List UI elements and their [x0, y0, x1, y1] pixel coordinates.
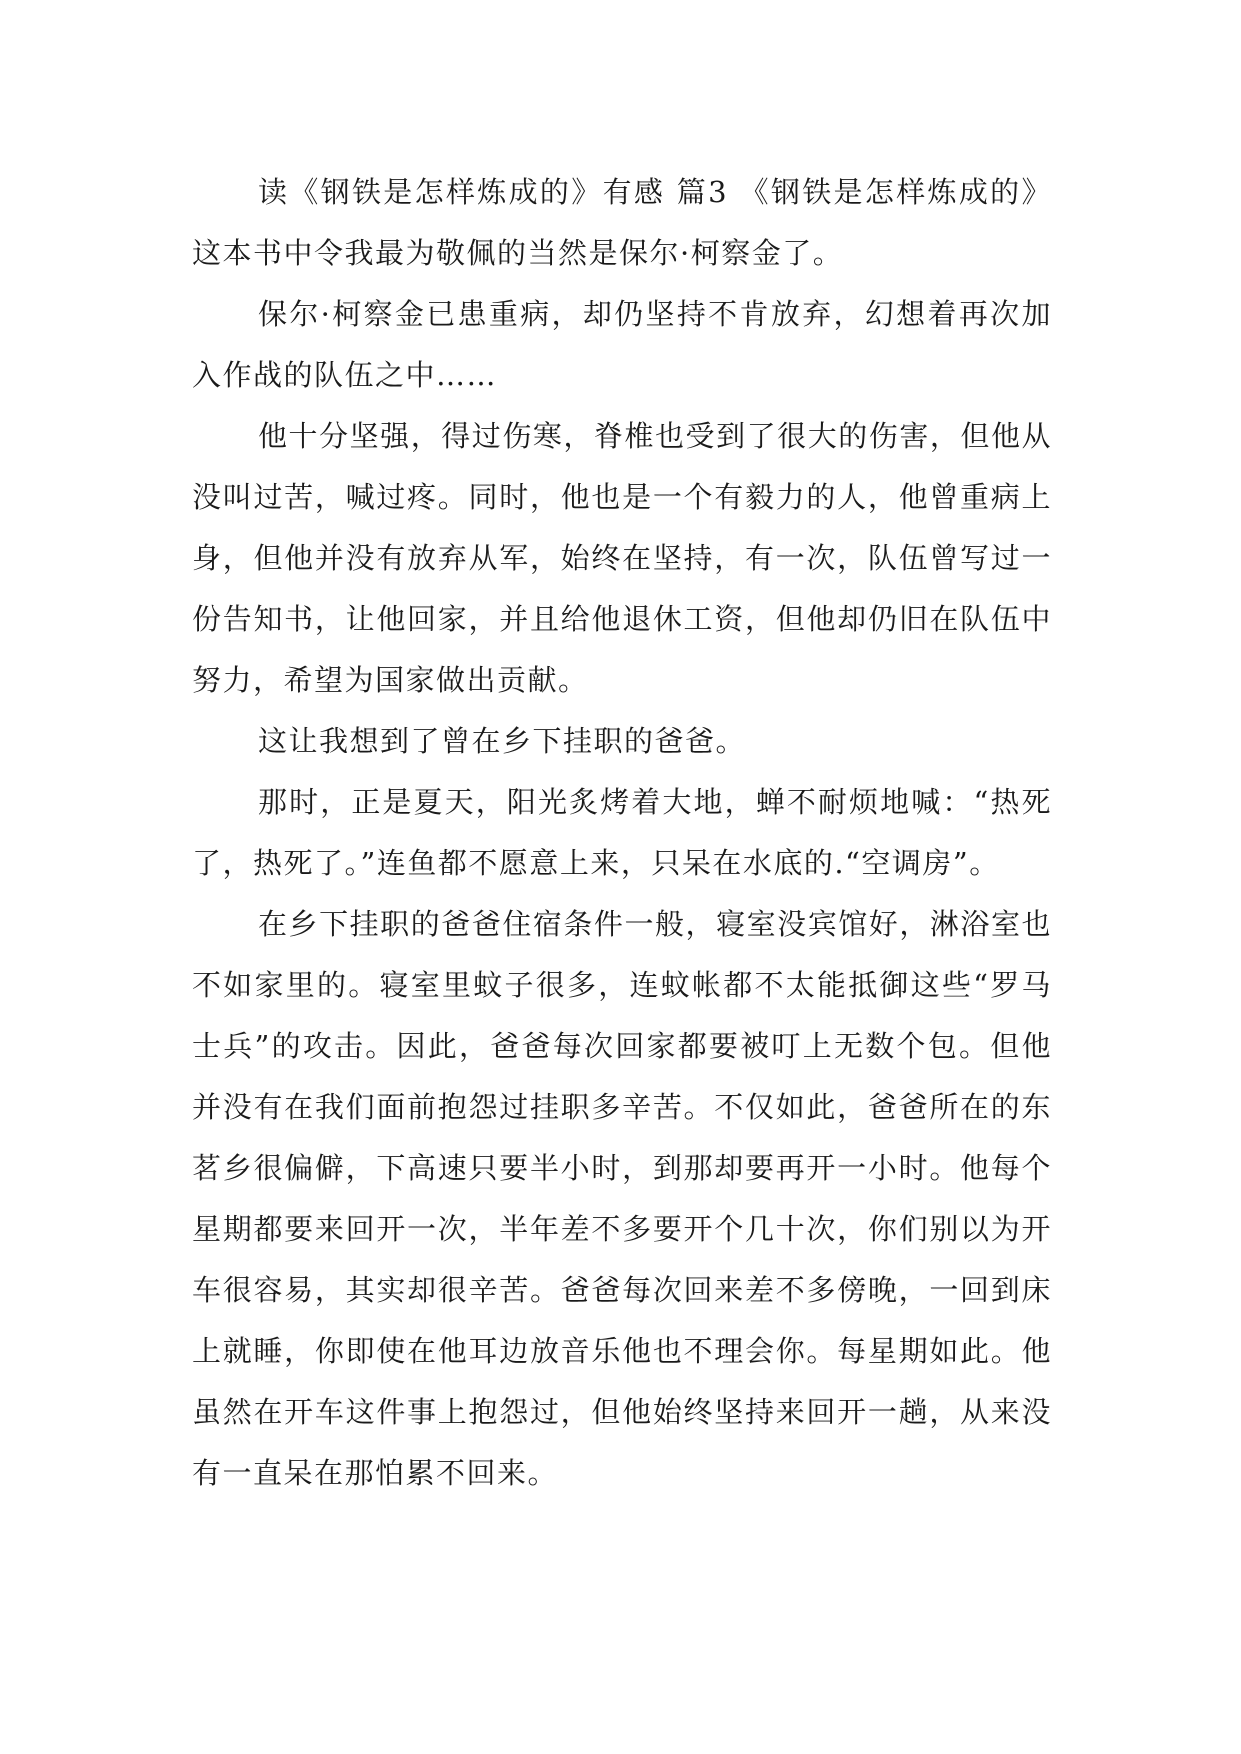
article-body: [192, 162, 1052, 1504]
paragraph: 在乡下挂职的爸爸住宿条件一般，寝室没宾馆好，淋浴室也不如家里的。寝室里蚊子很多，连蚊帐都不太能抵御这些“罗马士兵”的攻击。因此，爸爸每次回家都要被叮上无数个包。但他并没有在我们面前抱怨过挂职多辛苦。不仅如此，爸爸所在的东茗乡很偏僻，下高速只要半小时，到那却要再开一小时。他每个星期都要来回开一次，半年差不多要开个几十次，你们别以为开车很容易，其实却很辛苦。爸爸每次回来差不多傍晚，一回到床上就睡，你即使在他耳边放音乐他也不理会你。每星期如此。他虽然在开车这件事上抱怨过，但他始终坚持来回开一趟，从来没有一直呆在那怕累不回来。: [192, 907, 1052, 1490]
paragraph: 这让我想到了曾在乡下挂职的爸爸。: [258, 724, 747, 758]
paragraph: 保尔·柯察金已患重病，却仍坚持不肯放弃，幻想着再次加入作战的队伍之中……: [192, 297, 1052, 392]
paragraph: 他十分坚强，得过伤寒，脊椎也受到了很大的伤害，但他从没叫过苦，喊过疼。同时，他也是一个有毅力的人，他曾重病上身，但他并没有放弃从军，始终在坚持，有一次，队伍曾写过一份告知书，让他回家，并且给他退休工资，但他却仍旧在队伍中努力，希望为国家做出贡献。: [192, 419, 1052, 697]
paragraph: 那时，正是夏天，阳光炙烤着大地，蝉不耐烦地喊：“热死了，热死了。”连鱼都不愿意上来，只呆在水底的.“空调房”。: [192, 785, 1052, 880]
paragraph: 读《钢铁是怎样炼成的》有感 篇3 《钢铁是怎样炼成的》这本书中令我最为敬佩的当然是保尔·柯察金了。: [192, 175, 1052, 270]
